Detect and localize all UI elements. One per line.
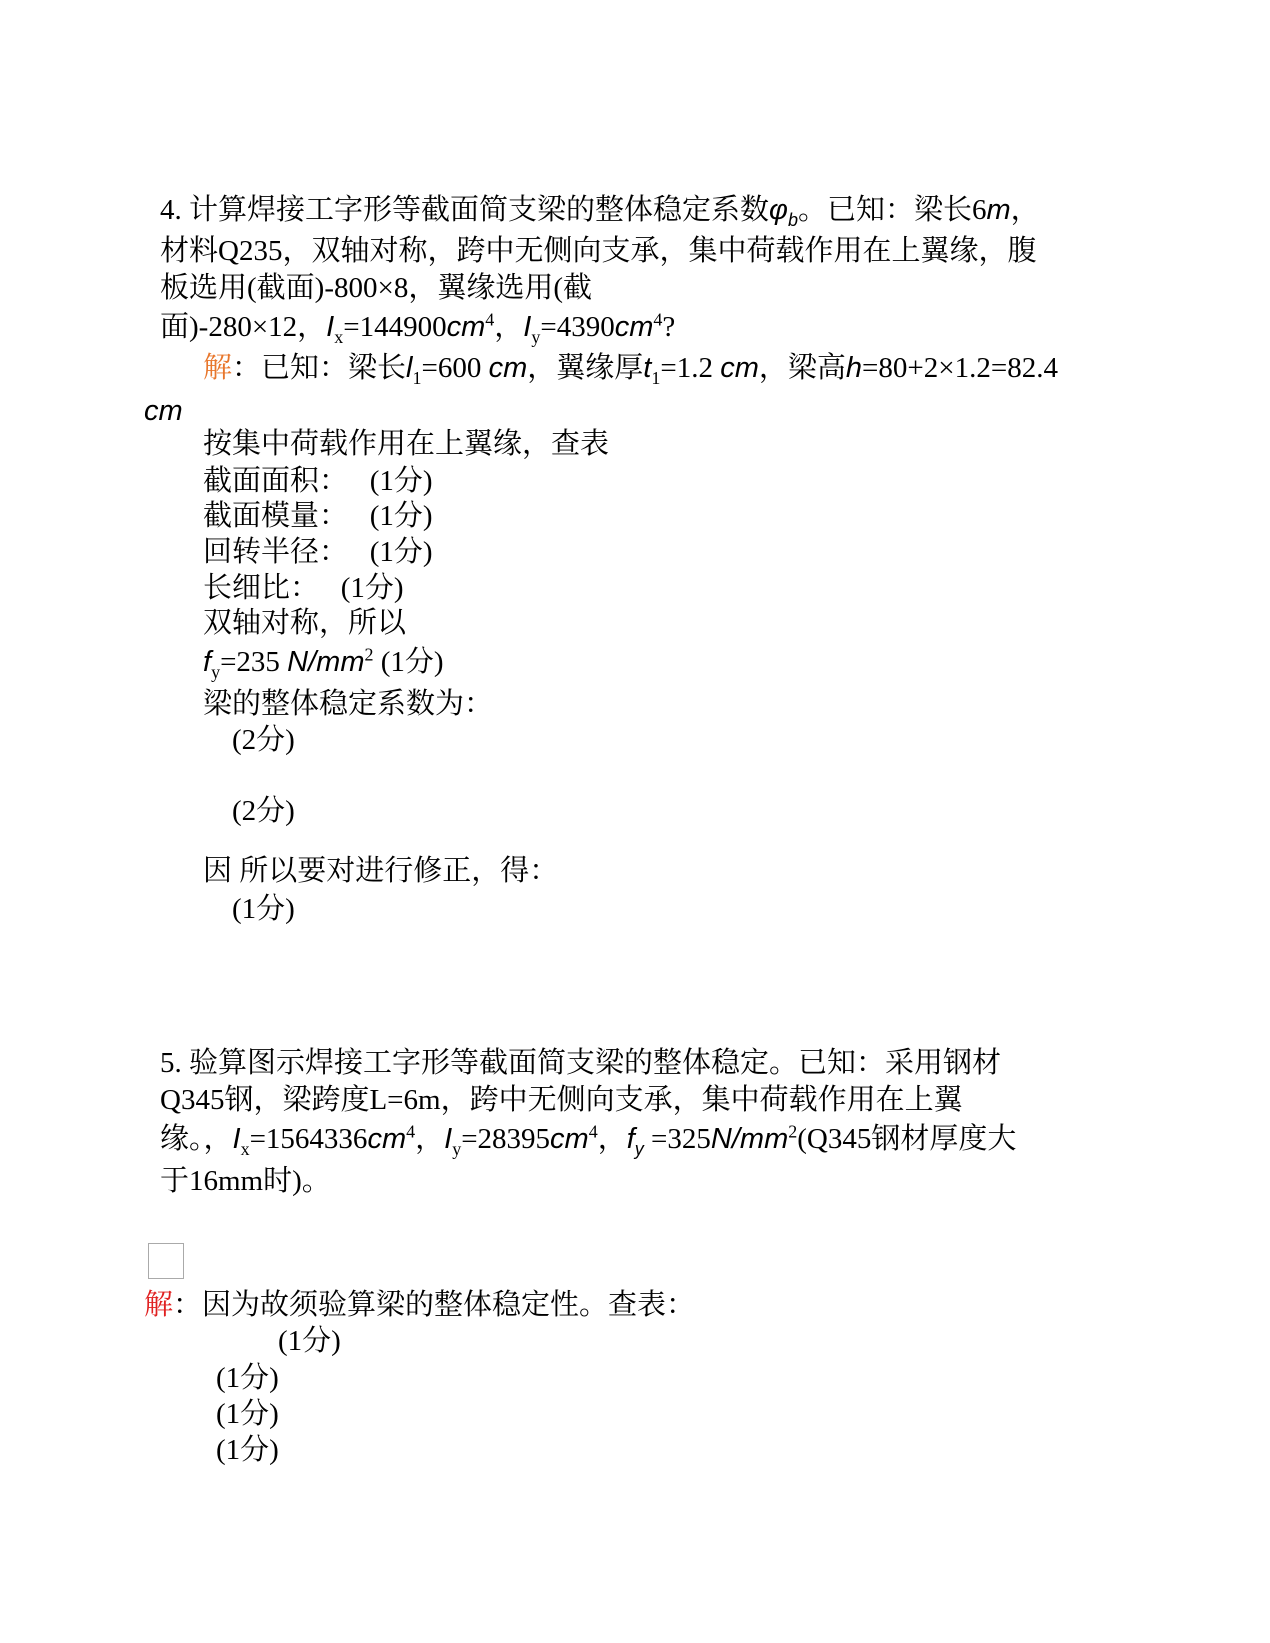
q5-iy-sub: y (452, 1138, 462, 1159)
q5-line-2: Q345钢，梁跨度L=6m，跨中无侧向支承，集中荷载作用在上翼 (160, 1084, 963, 1116)
q4-phi-sub: b (787, 209, 798, 230)
q4-line-2: 材料Q235，双轴对称，跨中无侧向支承，集中荷载作用在上翼缘，腹 (160, 235, 1037, 267)
q4-t1-unit: cm (720, 352, 759, 384)
q4-fy-symbol: f (203, 646, 212, 678)
q5-score-4: (1分) (216, 1434, 279, 1466)
q5-iy-symbol: I (444, 1123, 453, 1155)
q4-fy-score: (1分) (373, 646, 444, 678)
q5-sep-1: ， (415, 1123, 445, 1155)
q5-iy-unit: cm (550, 1123, 589, 1155)
q4-cm-wrap (144, 393, 183, 429)
q4-iy-symbol: I (523, 311, 532, 343)
q4-modulus: 截面模量： (1分) (203, 500, 433, 532)
q5-line-4: 于16mm时)。 (160, 1165, 331, 1197)
q4-line-1 (160, 192, 1040, 228)
q5-fy-value: =325 (643, 1123, 711, 1155)
q4-h-value: =80+2×1.2=82.4 (862, 352, 1058, 384)
q4-t1-symbol: t (643, 352, 652, 384)
q5-line-3 (160, 1121, 1016, 1157)
q4-l1-symbol: l (406, 352, 413, 384)
q4-area: 截面面积： (1分) (203, 465, 433, 497)
q4-score-2b: (2分) (232, 795, 295, 827)
q5-line1-text: 验算图示焊接工字形等截面简支梁的整体稳定。已知：采用钢材 (189, 1047, 1002, 1079)
q4-sep: ， (494, 311, 524, 343)
q4-slenderness: 长细比： (1分) (203, 572, 404, 604)
q5-score-2: (1分) (216, 1362, 279, 1394)
q4-line-3: 板选用(截面)-800×8，翼缘选用(截 (160, 272, 592, 304)
q5-ix-value: =1564336 (249, 1123, 368, 1155)
q4-iy-sub: y (531, 326, 541, 347)
q5-fy-symbol: f (626, 1123, 635, 1155)
q5-solution-line (144, 1287, 695, 1323)
q4-fy-sub: y (211, 661, 221, 682)
q5-ix-pow: 4 (406, 1121, 416, 1142)
q4-m-unit: m (986, 194, 1011, 226)
q4-h-symbol: h (845, 352, 863, 384)
q5-score-3: (1分) (216, 1398, 279, 1430)
q4-fy-unit: N/mm (287, 646, 365, 678)
q4-fy-value: =235 (220, 646, 288, 678)
q4-t1-sub: 1 (651, 367, 661, 388)
q5-number: 5. (160, 1047, 182, 1079)
q5-fy-unit: N/mm (710, 1123, 789, 1155)
q4-number: 4. (160, 194, 182, 226)
q4-score-2a: (2分) (232, 724, 295, 756)
q5-solution-text: ：因为故须验算梁的整体稳定性。查表： (173, 1289, 696, 1321)
q4-solution-line (203, 350, 1058, 386)
q4-ix-symbol: I (326, 311, 335, 343)
q4-ix-unit: cm (446, 311, 486, 343)
q5-score-1: (1分) (278, 1325, 341, 1357)
q5-ix-symbol: I (232, 1123, 241, 1155)
q4-cm-wrap-text: cm (144, 395, 183, 427)
q5-ix-unit: cm (367, 1123, 407, 1155)
q4-iy-unit: cm (614, 311, 654, 343)
q4-radius: 回转半径： (1分) (203, 536, 433, 568)
q5-sep-2: ， (597, 1123, 627, 1155)
q4-score-1: (1分) (232, 893, 295, 925)
q5-ix-sub: x (240, 1138, 250, 1159)
q5-solution-label: 解 (144, 1289, 174, 1321)
q4-l1-unit: cm (488, 352, 528, 384)
q4-coef-line: 梁的整体稳定系数为： (203, 688, 494, 720)
q5-fy-sub: y (634, 1138, 644, 1159)
q4-ix-sub: x (334, 326, 344, 347)
q4-symmetric: 双轴对称，所以 (203, 607, 407, 639)
q5-line3-text: 缘。， (160, 1123, 233, 1155)
q4-l1-value: =600 (421, 352, 489, 384)
q4-ix-pow: 4 (485, 309, 495, 330)
q5-iy-pow: 4 (588, 1121, 598, 1142)
q4-fy-line (203, 644, 444, 680)
q4-l1-sub: 1 (412, 367, 422, 388)
q4-intro: 计算焊接工字形等截面简支梁的整体稳定系数 (189, 194, 770, 226)
q5-fy-pow: 2 (788, 1121, 798, 1142)
q4-known: 。已知：梁长6 (797, 194, 987, 226)
q4-fy-pow: 2 (364, 644, 374, 665)
q4-qmark: ? (662, 311, 676, 343)
figure-placeholder (148, 1243, 184, 1279)
q5-line-1 (160, 1045, 1001, 1081)
q4-check-table: 按集中荷载作用在上翼缘，查表 (203, 428, 610, 460)
q4-correct-line: 因 所以要对进行修正，得： (203, 855, 559, 887)
q4-comma: ， (1010, 194, 1040, 226)
q4-iy-value: =4390 (540, 311, 615, 343)
q4-iy-pow: 4 (653, 309, 663, 330)
q4-line-4 (160, 309, 675, 345)
q4-solution-label: 解 (203, 352, 233, 384)
q5-tail: (Q345钢材厚度大 (797, 1123, 1017, 1155)
q4-phi: φ (769, 194, 788, 226)
q4-line4-text: 面)-280×12， (160, 311, 327, 343)
q4-solution-text: ：已知：梁长 (232, 352, 407, 384)
q5-iy-value: =28395 (461, 1123, 551, 1155)
q4-flange-text: ，翼缘厚 (527, 352, 644, 384)
q4-t1-value: =1.2 (660, 352, 721, 384)
q4-height-text: ，梁高 (758, 352, 846, 384)
q4-ix-value: =144900 (343, 311, 447, 343)
